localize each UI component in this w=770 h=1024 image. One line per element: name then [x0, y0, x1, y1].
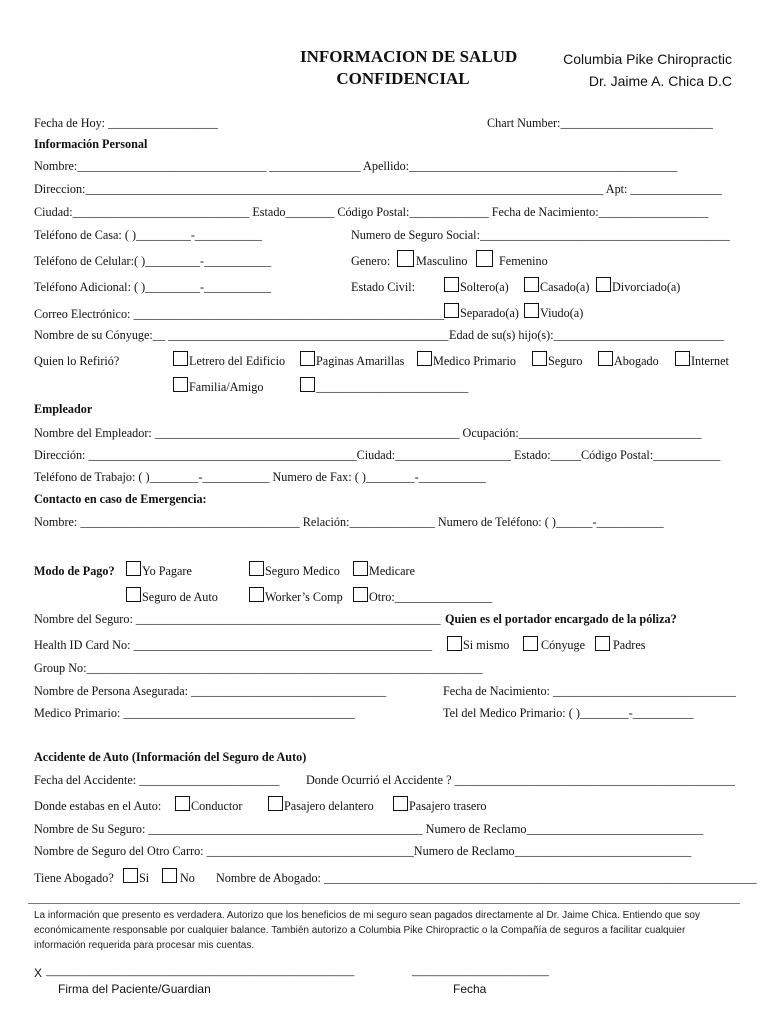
masculino-checkbox[interactable] — [397, 250, 414, 267]
chart-number-field[interactable]: Chart Number:_________________________ — [487, 116, 713, 130]
femenino-checkbox[interactable] — [476, 250, 493, 267]
x-mark: X — [34, 966, 43, 980]
ciudad-field[interactable]: Ciudad:_____________________________ Estado________ Código Postal:_____________ Fecha de Nacimiento:__________________ — [34, 205, 709, 219]
donde-estabas-label: Donde estabas en el Auto: — [34, 799, 162, 813]
group-no-field[interactable]: Group No:_________________________________________________________________ — [34, 661, 483, 675]
nombre-field[interactable]: Nombre:_______________________________ _______________ Apellido:____________________________________________ — [34, 159, 678, 173]
separado-label: Separado(a) — [460, 306, 519, 320]
si-mismo-label: Si mismo — [463, 638, 510, 652]
fecha-firma-line[interactable]: ________________________ — [412, 966, 550, 977]
pasajero-delantero-label: Pasajero delantero — [284, 799, 374, 813]
letrero-label: Letrero del Edificio — [189, 354, 286, 368]
clinic-name: Columbia Pike Chiropractic — [563, 51, 732, 67]
familia-checkbox[interactable] — [173, 377, 188, 392]
seguro-auto-label: Seguro de Auto — [142, 590, 218, 604]
genero-label: Genero: — [351, 254, 391, 268]
donde-ocurrio-field[interactable]: Donde Ocurrió el Accidente ? ______________________________________________ — [306, 773, 735, 787]
tel-casa-field[interactable]: Teléfono de Casa: ( )_________-___________ — [34, 228, 262, 242]
empleador-heading: Empleador — [34, 402, 93, 416]
paginas-label: Paginas Amarillas — [316, 354, 405, 368]
conyuge-field[interactable]: Nombre de su Cónyuge:__ ______________________________________________ — [34, 328, 449, 342]
otro-carro-field[interactable]: Nombre de Seguro del Otro Carro: __________________________________Numero de Reclamo_____________________________ — [34, 844, 692, 858]
soltero-label: Soltero(a) — [460, 280, 509, 294]
firma-line[interactable]: ______________________________________________________ — [46, 966, 355, 977]
accidente-heading: Accidente de Auto (Información del Seguro de Auto) — [34, 750, 307, 764]
correo-field[interactable]: Correo Electrónico: ___________________________________________________ — [34, 307, 445, 321]
tiene-abogado-label: Tiene Abogado? — [34, 871, 114, 885]
nombre-abogado-field[interactable]: Nombre de Abogado: _______________________________________________________________________ — [216, 871, 757, 885]
internet-checkbox[interactable] — [675, 351, 690, 366]
doctor-name: Dr. Jaime A. Chica D.C — [588, 73, 732, 89]
conyuge-portador-label: Cónyuge — [541, 638, 586, 652]
divorciado-label: Divorciado(a) — [612, 280, 681, 294]
fecha-nacimiento-asegurado-field[interactable]: Fecha de Nacimiento: ______________________________ — [443, 684, 736, 698]
medicare-checkbox[interactable] — [353, 561, 368, 576]
seguro-social-field[interactable]: Numero de Seguro Social:_________________________________________ — [351, 228, 730, 242]
empleador-nombre-field[interactable]: Nombre del Empleador: __________________________________________________ Ocupación:______________________________ — [34, 426, 702, 440]
otro-referido-field[interactable]: _________________________ — [316, 380, 469, 394]
padres-checkbox[interactable] — [595, 636, 610, 651]
conyuge-portador-checkbox[interactable] — [523, 636, 538, 651]
tel-adicional-field[interactable]: Teléfono Adicional: ( )_________-___________ — [34, 280, 272, 294]
firma-label: Firma del Paciente/Guardian — [58, 982, 211, 996]
soltero-checkbox[interactable] — [444, 277, 459, 292]
workers-comp-checkbox[interactable] — [249, 587, 264, 602]
abogado-no-label: No — [180, 871, 195, 885]
divorciado-checkbox[interactable] — [596, 277, 611, 292]
abogado-label: Abogado — [614, 354, 659, 368]
footer-divider — [28, 903, 740, 904]
yo-pagare-label: Yo Pagare — [142, 564, 192, 578]
masculino-label: Masculino — [416, 254, 468, 268]
otro-pago-field[interactable]: Otro:________________ — [369, 590, 493, 604]
medicare-label: Medicare — [369, 564, 416, 578]
direccion-field[interactable]: Direccion:_____________________________________________________________________________________ Apt: _______________ — [34, 182, 722, 196]
seguro-medico-checkbox[interactable] — [249, 561, 264, 576]
emergencia-heading: Contacto en caso de Emergencia: — [34, 492, 207, 506]
abogado-si-label: Si — [139, 871, 150, 885]
emergencia-field[interactable]: Nombre: ____________________________________ Relación:______________ Numero de Teléfono: ( )______-___________ — [34, 515, 664, 529]
fecha-hoy-field[interactable]: Fecha de Hoy: __________________ — [34, 116, 218, 130]
estado-civil-label: Estado Civil: — [351, 280, 415, 294]
paginas-checkbox[interactable] — [300, 351, 315, 366]
seguro-checkbox[interactable] — [532, 351, 547, 366]
persona-asegurada-field[interactable]: Nombre de Persona Asegurada: ________________________________ — [34, 684, 387, 698]
disclaimer-text: La información que presento es verdadera. Autorizo que los beneficios de mi seguro sean pagados directamente al Dr. Jaime Chica. Entiendo que soy económicamente responsable por cualquier balance. También autorizo a Columbia Pike Chiropractic o la Compañía de seguros a facilitar cualquier información requerida para procesar mis cuentas. — [34, 910, 700, 951]
casado-label: Casado(a) — [540, 280, 590, 294]
otro-referido-checkbox[interactable] — [300, 377, 315, 392]
letrero-checkbox[interactable] — [173, 351, 188, 366]
conductor-checkbox[interactable] — [175, 796, 190, 811]
viudo-label: Viudo(a) — [540, 306, 584, 320]
empleador-direccion-field[interactable]: Dirección: ____________________________________________Ciudad:___________________ Estado:_____Código Postal:___________ — [34, 448, 721, 462]
health-id-field[interactable]: Health ID Card No: _________________________________________________ — [34, 638, 433, 652]
femenino-label: Femenino — [499, 254, 548, 268]
nombre-seguro-field[interactable]: Nombre del Seguro: __________________________________________________ — [34, 612, 441, 626]
internet-label: Internet — [691, 354, 729, 368]
fecha-accidente-field[interactable]: Fecha del Accidente: _______________________ — [34, 773, 280, 787]
pasajero-delantero-checkbox[interactable] — [268, 796, 283, 811]
viudo-checkbox[interactable] — [524, 303, 539, 318]
su-seguro-field[interactable]: Nombre de Su Seguro: _____________________________________________ Numero de Reclamo_____________________________ — [34, 822, 704, 836]
form-title-line1: INFORMACION DE SALUD — [300, 47, 518, 66]
pago-heading: Modo de Pago? — [34, 564, 115, 578]
si-mismo-checkbox[interactable] — [447, 636, 462, 651]
seguro-medico-label: Seguro Medico — [265, 564, 340, 578]
abogado-no-checkbox[interactable] — [162, 868, 177, 883]
padres-label: Padres — [613, 638, 646, 652]
otro-pago-checkbox[interactable] — [353, 587, 368, 602]
pasajero-trasero-checkbox[interactable] — [393, 796, 408, 811]
personal-heading: Información Personal — [34, 137, 148, 151]
tel-celular-field[interactable]: Teléfono de Celular:( )_________-___________ — [34, 254, 272, 268]
form-title-line2: CONFIDENCIAL — [336, 69, 470, 88]
yo-pagare-checkbox[interactable] — [126, 561, 141, 576]
fecha-label: Fecha — [453, 982, 487, 996]
abogado-checkbox[interactable] — [598, 351, 613, 366]
conductor-label: Conductor — [191, 799, 243, 813]
tel-medico-field[interactable]: Tel del Medico Primario: ( )________-__________ — [443, 706, 694, 720]
pasajero-trasero-label: Pasajero trasero — [409, 799, 487, 813]
portador-heading: Quien es el portador encargado de la póliza? — [445, 612, 677, 626]
medico-primario-label: Medico Primario — [433, 354, 516, 368]
edad-hijos-field[interactable]: Edad de su(s) hijo(s):____________________________ — [449, 328, 725, 342]
seguro-auto-checkbox[interactable] — [126, 587, 141, 602]
familia-label: Familia/Amigo — [189, 380, 264, 394]
medico-primario-field[interactable]: Medico Primario: ______________________________________ — [34, 706, 355, 720]
separado-checkbox[interactable] — [444, 303, 459, 318]
casado-checkbox[interactable] — [524, 277, 539, 292]
referido-label: Quien lo Refirió? — [34, 354, 120, 368]
tel-trabajo-field[interactable]: Teléfono de Trabajo: ( )________-___________ Numero de Fax: ( )________-___________ — [34, 470, 486, 484]
seguro-label: Seguro — [548, 354, 583, 368]
workers-comp-label: Worker’s Comp — [265, 590, 343, 604]
abogado-si-checkbox[interactable] — [123, 868, 138, 883]
medico-primario-checkbox[interactable] — [417, 351, 432, 366]
